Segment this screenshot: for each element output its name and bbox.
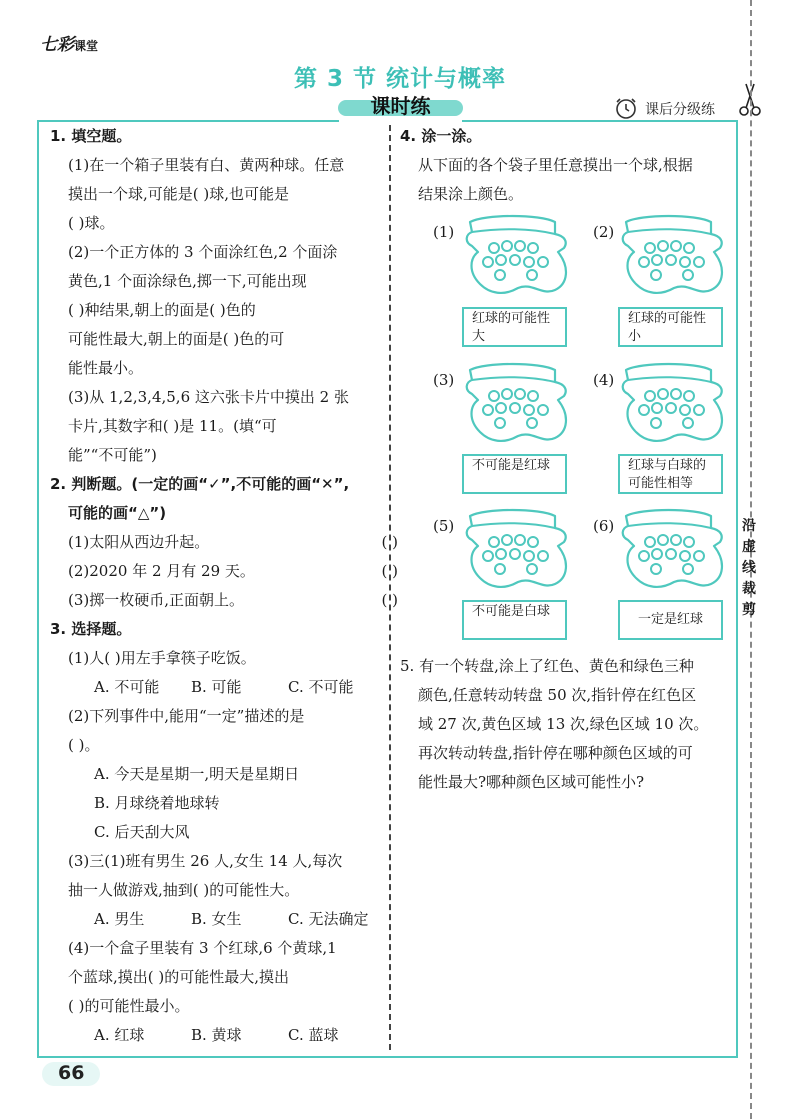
ball-bag-6[interactable] (616, 506, 728, 594)
q3-line: (2)下列事件中,能用“一定”描述的是 (68, 707, 305, 725)
q1-line: (2)一个正方体的 3 个面涂红色,2 个面涂 (68, 243, 338, 261)
q1-line: 摸出一个球,可能是( )球,也可能是 (68, 185, 290, 203)
q2-item (50, 586, 398, 615)
q2-item-text: (3)掷一枚硬币,正面朝上。 (68, 591, 245, 609)
option[interactable]: C. 不可能 (288, 678, 354, 696)
bag-label: 不可能是白球 (462, 600, 567, 640)
bag-number: (2) (593, 223, 615, 241)
bag-label: 红球的可能性大 (462, 307, 567, 347)
option[interactable]: C. 后天刮大风 (94, 823, 190, 841)
ball-bag-1[interactable] (460, 212, 572, 300)
q2-title: 2. 判断题。(一定的画“✓”,不可能的画“✕”, (50, 475, 350, 493)
q5-block (400, 652, 735, 797)
bag-label: 不可能是红球 (462, 454, 567, 494)
q1-title: 1. 填空题。 (50, 127, 132, 145)
cut-hint-char: 虚 (742, 539, 756, 555)
q4-title: 4. 涂一涂。 (400, 127, 482, 145)
cut-hint-char: 沿 (742, 518, 756, 534)
option[interactable]: C. 无法确定 (288, 910, 369, 928)
q4-desc: 从下面的各个袋子里任意摸出一个球,根据 (418, 156, 693, 174)
q1-line: 可能性最大,朝上的面是( )色的可 (68, 330, 285, 348)
q2-item (50, 557, 398, 586)
q4-desc: 结果涂上颜色。 (418, 185, 524, 203)
q3-title: 3. 选择题。 (50, 620, 132, 638)
bag-label: 红球的可能性小 (618, 307, 723, 347)
q1-line: ( )球。 (68, 214, 115, 232)
bag-number: (5) (433, 517, 455, 535)
option[interactable]: C. 蓝球 (288, 1026, 339, 1044)
answer-paren[interactable]: ( ) (381, 533, 398, 551)
answer-paren[interactable]: ( ) (381, 591, 398, 609)
cut-hint (738, 516, 760, 621)
q3-line: (3)三(1)班有男生 26 人,女生 14 人,每次 (68, 852, 343, 870)
option[interactable]: B. 女生 (191, 910, 242, 928)
subtitle-banner (338, 90, 463, 120)
q3-line: 个蓝球,摸出( )的可能性最大,摸出 (68, 968, 290, 986)
q1-line: 能性最小。 (68, 359, 144, 377)
bag-number: (6) (593, 517, 615, 535)
cut-hint-char: 剪 (742, 602, 756, 618)
ball-bag-2[interactable] (616, 212, 728, 300)
q1-line: 卡片,其数字和( )是 11。(填“可 (68, 417, 277, 435)
ball-bag-4[interactable] (616, 360, 728, 448)
brand-logo (40, 30, 98, 55)
brand-main: 七彩 (40, 35, 74, 55)
q3-line: (4)一个盒子里装有 3 个红球,6 个黄球,1 (68, 939, 337, 957)
left-column (50, 122, 398, 1050)
q2-item-text: (2)2020 年 2 月有 29 天。 (68, 562, 255, 580)
cut-hint-char: 线 (742, 560, 756, 576)
cut-hint-char: 裁 (742, 581, 756, 597)
q5-line: 域 27 次,黄色区域 13 次,绿色区域 10 次。 (418, 715, 709, 733)
answer-paren[interactable]: ( ) (381, 562, 398, 580)
q2-item-text: (1)太阳从西边升起。 (68, 533, 210, 551)
q2-title-cont: 可能的画“△”) (68, 504, 167, 522)
q1-line: 黄色,1 个面涂绿色,掷一下,可能出现 (68, 272, 307, 290)
q1-line: (1)在一个箱子里装有白、黄两种球。任意 (68, 156, 345, 174)
option[interactable]: A. 红球 (94, 1026, 145, 1044)
bag-label: 一定是红球 (618, 600, 723, 640)
option[interactable]: B. 月球绕着地球转 (94, 794, 220, 812)
q3-line: ( )的可能性最小。 (68, 997, 190, 1015)
q3-line: ( )。 (68, 736, 100, 754)
ball-bag-5[interactable] (460, 506, 572, 594)
q2-item (50, 528, 398, 557)
bag-number: (1) (433, 223, 455, 241)
page-number: 66 (58, 1062, 85, 1084)
option[interactable]: A. 今天是星期一,明天是星期日 (94, 765, 300, 783)
bag-number: (4) (593, 371, 615, 389)
brand-suffix: 课堂 (74, 39, 99, 53)
q1-line: 能”“不可能”) (68, 446, 157, 464)
q3-line: (1)人( )用左手拿筷子吃饭。 (68, 649, 256, 667)
section-title: 第 3 节 统计与概率 (293, 66, 507, 92)
subtitle: 课时练 (370, 94, 431, 118)
q1-line: (3)从 1,2,3,4,5,6 这六张卡片中摸出 2 张 (68, 388, 349, 406)
q5-line: 颜色,任意转动转盘 50 次,指针停在红色区 (418, 686, 697, 704)
ball-bag-3[interactable] (460, 360, 572, 448)
option[interactable]: A. 男生 (94, 910, 145, 928)
q5-line: 能性最大?哪种颜色区域可能性小? (418, 773, 645, 791)
q5-line: 5. 有一个转盘,涂上了红色、黄色和绿色三种 (400, 657, 694, 675)
option[interactable]: A. 不可能 (94, 678, 160, 696)
layer-label: 课后分级练 (645, 102, 715, 118)
q3-line: 抽一人做游戏,抽到( )的可能性大。 (68, 881, 300, 899)
q5-line: 再次转动转盘,指针停在哪种颜色区域的可 (418, 744, 693, 762)
bag-label: 红球与白球的可能性相等 (618, 454, 723, 494)
q3-options (50, 905, 385, 934)
bag-number: (3) (433, 371, 455, 389)
q3-options (50, 1021, 385, 1050)
option[interactable]: B. 黄球 (191, 1026, 242, 1044)
option[interactable]: B. 可能 (191, 678, 242, 696)
q1-line: ( )种结果,朝上的面是( )色的 (68, 301, 256, 319)
right-column-top (400, 122, 735, 209)
q3-options (50, 673, 385, 702)
alarm-clock-icon (614, 96, 638, 120)
